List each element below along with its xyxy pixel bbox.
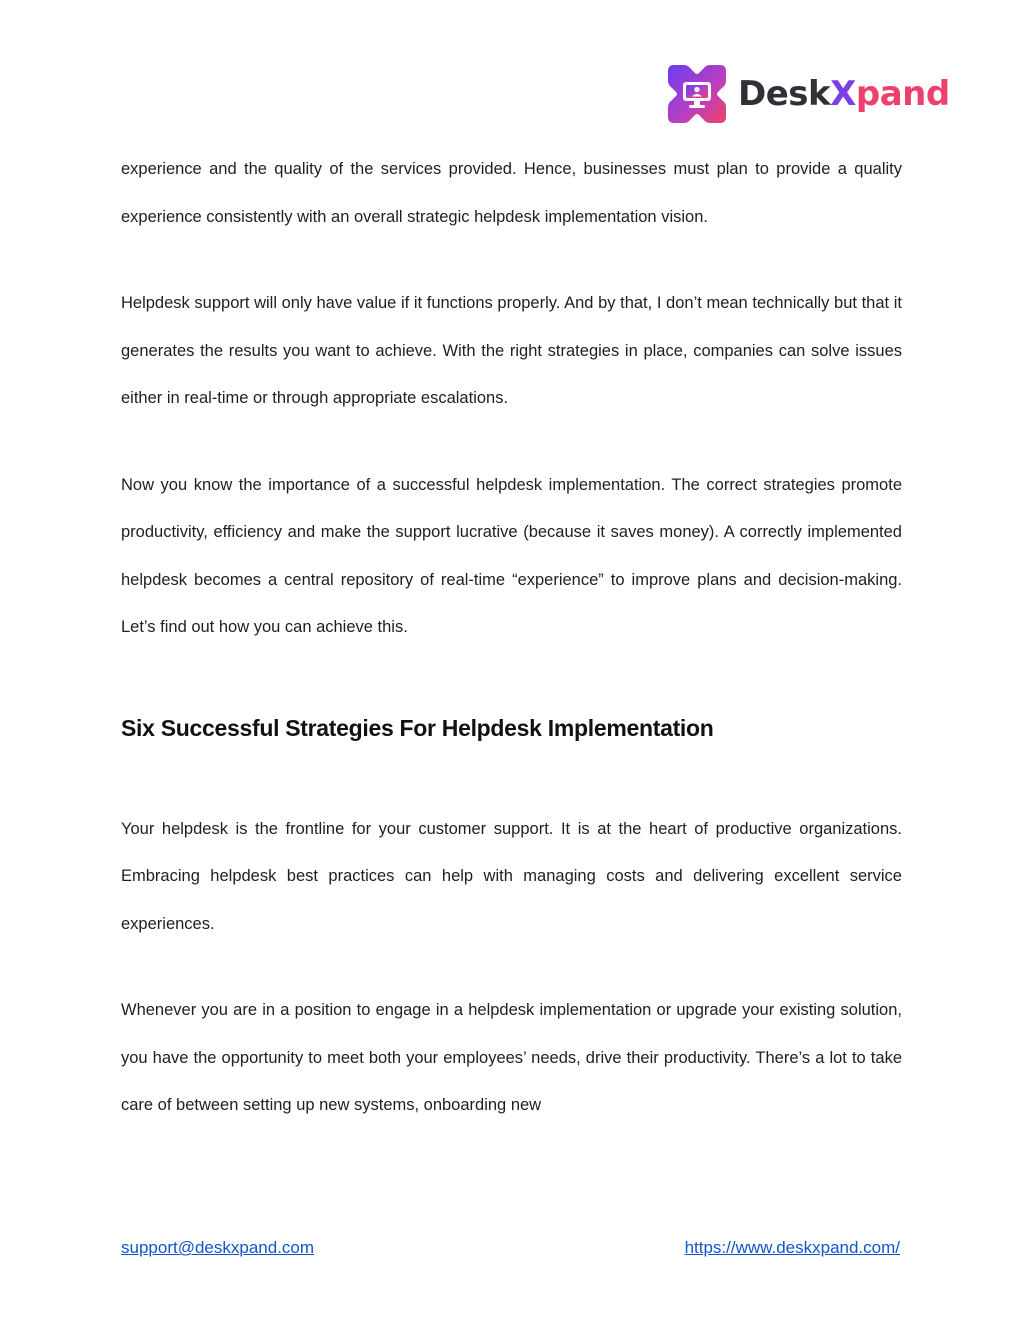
support-email-link[interactable]: support@deskxpand.com (121, 1238, 315, 1257)
paragraph-3: Now you know the importance of a successful helpdesk implementation. The correct strategies promote productivity, efficiency and make the support lucrative (because it saves money). A correctly implemented helpdesk becomes a central repository of real-time “experience” to improve plans and decision-making. Let’s find out how you can achieve this. (121, 475, 902, 636)
brand-wordmark (738, 74, 950, 114)
paragraph-5: Whenever you are in a position to engage in a helpdesk implementation or upgrade your existing solution, you have the opportunity to meet both your employees’ needs, drive their productivity. There’s a lot to take care of between setting up new systems, onboarding new (121, 1001, 902, 1114)
document-body (121, 146, 902, 1130)
brand-logo (664, 60, 950, 128)
brand-wordmark-desk: Desk (738, 74, 831, 114)
monitor-in-x-icon (664, 61, 730, 127)
paragraph-4: Your helpdesk is the frontline for your customer support. It is at the heart of productive organizations. Embracing helpdesk best practices can help with managing costs and delivering excellent service experiences. (121, 819, 902, 933)
section-heading: Six Successful Strategies For Helpdesk Implementation (121, 714, 714, 741)
brand-wordmark-pand: pand (855, 74, 950, 114)
paragraph-2: Helpdesk support will only have value if it functions properly. And by that, I don’t mean technically but that it generates the results you want to achieve. With the right strategies in place, companies can solve issues either in real-time or through appropriate escalations. (121, 294, 902, 407)
paragraph-1: experience and the quality of the services provided. Hence, businesses must plan to provide a quality experience consistently with an overall strategic helpdesk implementation vision. (121, 160, 902, 226)
brand-wordmark-x: X (830, 74, 856, 114)
website-link[interactable]: https://www.deskxpand.com/ (684, 1238, 900, 1257)
